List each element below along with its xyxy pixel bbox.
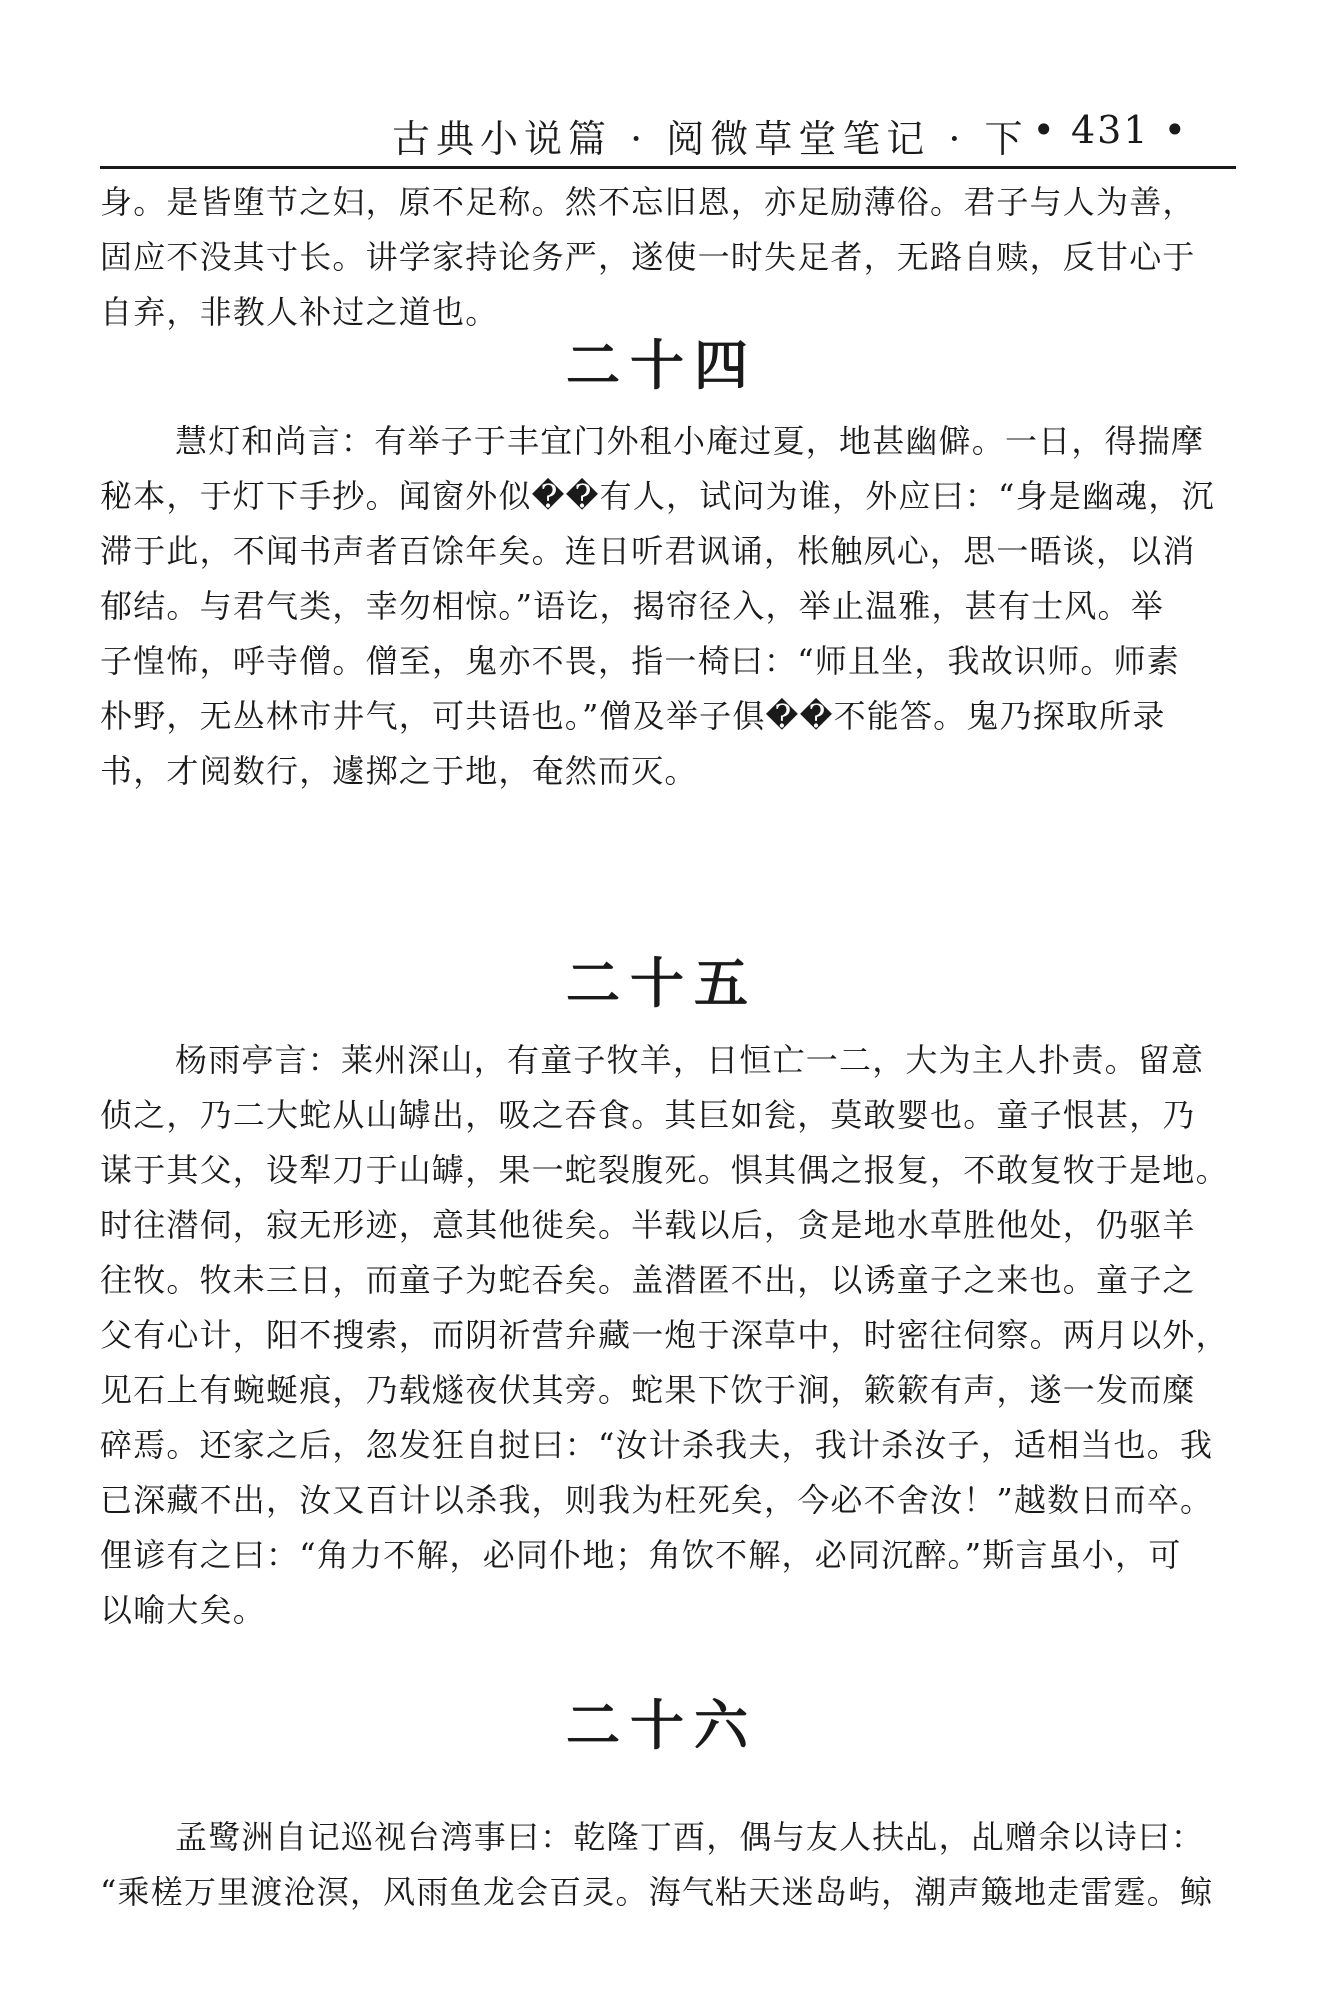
text-line: 孟鹭洲自记巡视台湾事曰：乾隆丁酉，偶与友人扶乩，乩赠余以诗曰：: [175, 1818, 1205, 1856]
text-line: 慧灯和尚言：有举子于丰宜门外租小庵过夏，地甚幽僻。一日，得揣摩: [175, 422, 1205, 460]
text-line: 碎焉。还家之后，忽发狂自挝曰：“汝计杀我夫，我计杀汝子，适相当也。我: [100, 1426, 1214, 1464]
section-24-paragraph: [100, 414, 1230, 799]
text-line: 时往潜伺，寂无形迹，意其他徙矣。半载以后，贪是地水草胜他处，仍驱羊: [100, 1206, 1196, 1244]
running-head: [100, 106, 1236, 169]
text-line: 杨雨亭言：莱州深山，有童子牧羊，日恒亡一二，大为主人扑责。留意: [175, 1041, 1205, 1079]
text-line: “乘槎万里渡沧溟，风雨鱼龙会百灵。海气粘天迷岛屿，潮声簸地走雷霆。鲸: [100, 1873, 1214, 1911]
text-line: 子惶怖，呼寺僧。僧至，鬼亦不畏，指一椅曰：“师且坐，我故识师。师素: [100, 642, 1180, 680]
text-line: 秘本，于灯下手抄。闻窗外似��有人，试问为谁，外应曰：“身是幽魂，沉: [100, 477, 1215, 515]
text-line: 滞于此，不闻书声者百馀年矣。连日听君讽诵，枨触夙心，思一晤谈，以消: [100, 532, 1196, 570]
section-26-paragraph: [100, 1810, 1230, 1920]
text-line: 书，才阅数行，遽掷之于地，奄然而灭。: [100, 752, 698, 790]
text-line: 已深藏不出，汝又百计以杀我，则我为枉死矣，今必不舍汝！”越数日而卒。: [100, 1481, 1214, 1519]
continuation-paragraph: [100, 175, 1230, 340]
text-line: 以喻大矣。: [100, 1591, 267, 1629]
text-line: 俚谚有之曰：“角力不解，必同仆地；角饮不解，必同沉醉。”斯言虽小，可: [100, 1536, 1182, 1574]
running-head-title: 古典小说篇 · 阅微草堂笔记 · 下: [392, 117, 1029, 161]
text-line: 往牧。牧未三日，而童子为蛇吞矣。盖潜匿不出，以诱童子之来也。童子之: [100, 1261, 1196, 1299]
text-line: 侦之，乃二大蛇从山罅出，吸之吞食。其巨如瓮，莫敢婴也。童子恨甚，乃: [100, 1096, 1196, 1134]
page-number: • 431 •: [1032, 108, 1188, 152]
text-line: 固应不没其寸长。讲学家持论务严，遂使一时失足者，无路自赎，反甘心于: [100, 238, 1196, 276]
text-line: 见石上有蜿蜒痕，乃载燧夜伏其旁。蛇果下饮于涧，簌簌有声，遂一发而糜: [100, 1371, 1196, 1409]
text-line: 郁结。与君气类，幸勿相惊。”语讫，揭帘径入，举止温雅，甚有士风。举: [100, 587, 1164, 625]
text-line: 自弃，非教人补过之道也。: [100, 293, 499, 331]
text-line: 朴野，无丛林市井气，可共语也。”僧及举子俱��不能答。鬼乃探取所录: [100, 697, 1166, 735]
text-line: 父有心计，阳不搜索，而阴祈营弁藏一炮于深草中，时密往伺察。两月以外，: [100, 1316, 1229, 1354]
section-heading-26: 二十六: [566, 1693, 758, 1757]
text-line: 谋于其父，设犁刀于山罅，果一蛇裂腹死。惧其偶之报复，不敢复牧于是地。: [100, 1151, 1229, 1189]
section-heading-25: 二十五: [566, 951, 758, 1015]
section-25-paragraph: [100, 1033, 1230, 1638]
section-heading-24: 二十四: [566, 333, 758, 397]
text-line: 身。是皆堕节之妇，原不足称。然不忘旧恩，亦足励薄俗。君子与人为善，: [100, 183, 1196, 221]
